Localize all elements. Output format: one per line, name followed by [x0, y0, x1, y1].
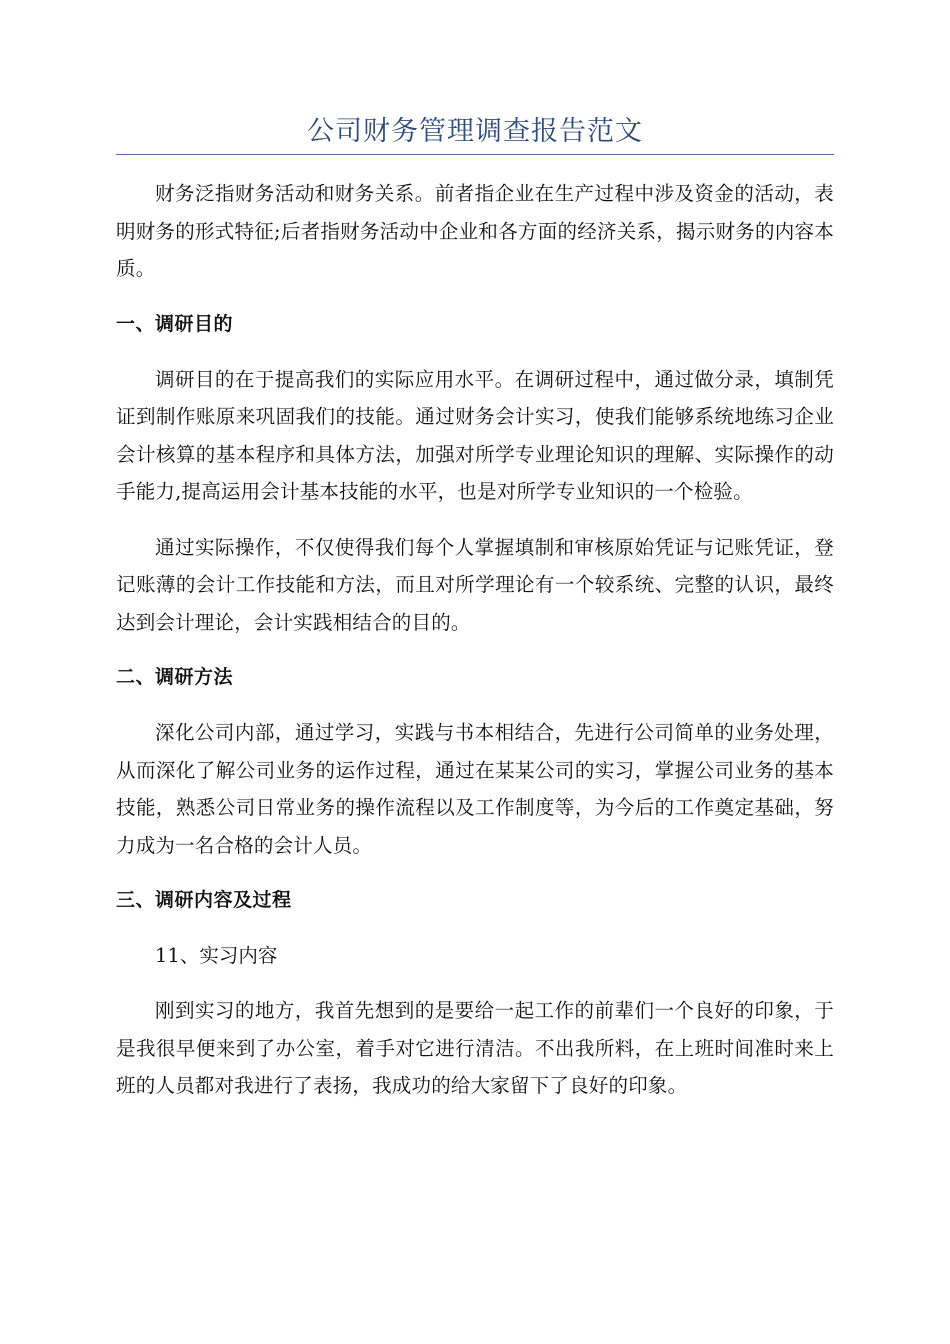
purpose-paragraph-2: 通过实际操作，不仅使得我们每个人掌握填制和审核原始凭证与记账凭证，登记账薄的会计工作技能和方法，而且对所学理论有一个较系统、完整的认识，最终达到会计理论，会计实践相结合的目的。 [116, 535, 834, 634]
method-paragraph-1: 深化公司内部，通过学习，实践与书本相结合，先进行公司简单的业务处理，从而深化了解公司业务的运作过程，通过在某某公司的实习，掌握公司业务的基本技能，熟悉公司日常业务的操作流程以及工作制度等，为今后的工作奠定基础，努力成为一名合格的会计人员。 [116, 721, 834, 857]
section-heading-content: 三、调研内容及过程 [116, 889, 292, 911]
content-paragraph-1: 刚到实习的地方，我首先想到的是要给一起工作的前辈们一个良好的印象，于是我很早便来到了办公室，着手对它进行清洁。不出我所料，在上班时间准时来上班的人员都对我进行了表扬，我成功的给大家留下了良好的印象。 [116, 999, 834, 1097]
subheading-internship-content: 11、实习内容 [155, 944, 278, 967]
purpose-paragraph-1: 调研目的在于提高我们的实际应用水平。在调研过程中，通过做分录，填制凭证到制作账原来巩固我们的技能。通过财务会计实习，使我们能够系统地练习企业会计核算的基本程序和具体方法，加强对所学专业理论知识的理解、实际操作的动手能力,提高运用会计基本技能的水平，也是对所学专业知识的一个检验。 [116, 367, 834, 503]
intro-paragraph: 财务泛指财务活动和财务关系。前者指企业在生产过程中涉及资金的活动，表明财务的形式特征;后者指财务活动中企业和各方面的经济关系，揭示财务的内容本质。 [116, 182, 834, 280]
document-title: 公司财务管理调查报告范文 [116, 112, 834, 155]
section-heading-purpose: 一、调研目的 [116, 312, 234, 335]
document-page [116, 112, 834, 1105]
section-heading-method: 二、调研方法 [116, 666, 234, 688]
